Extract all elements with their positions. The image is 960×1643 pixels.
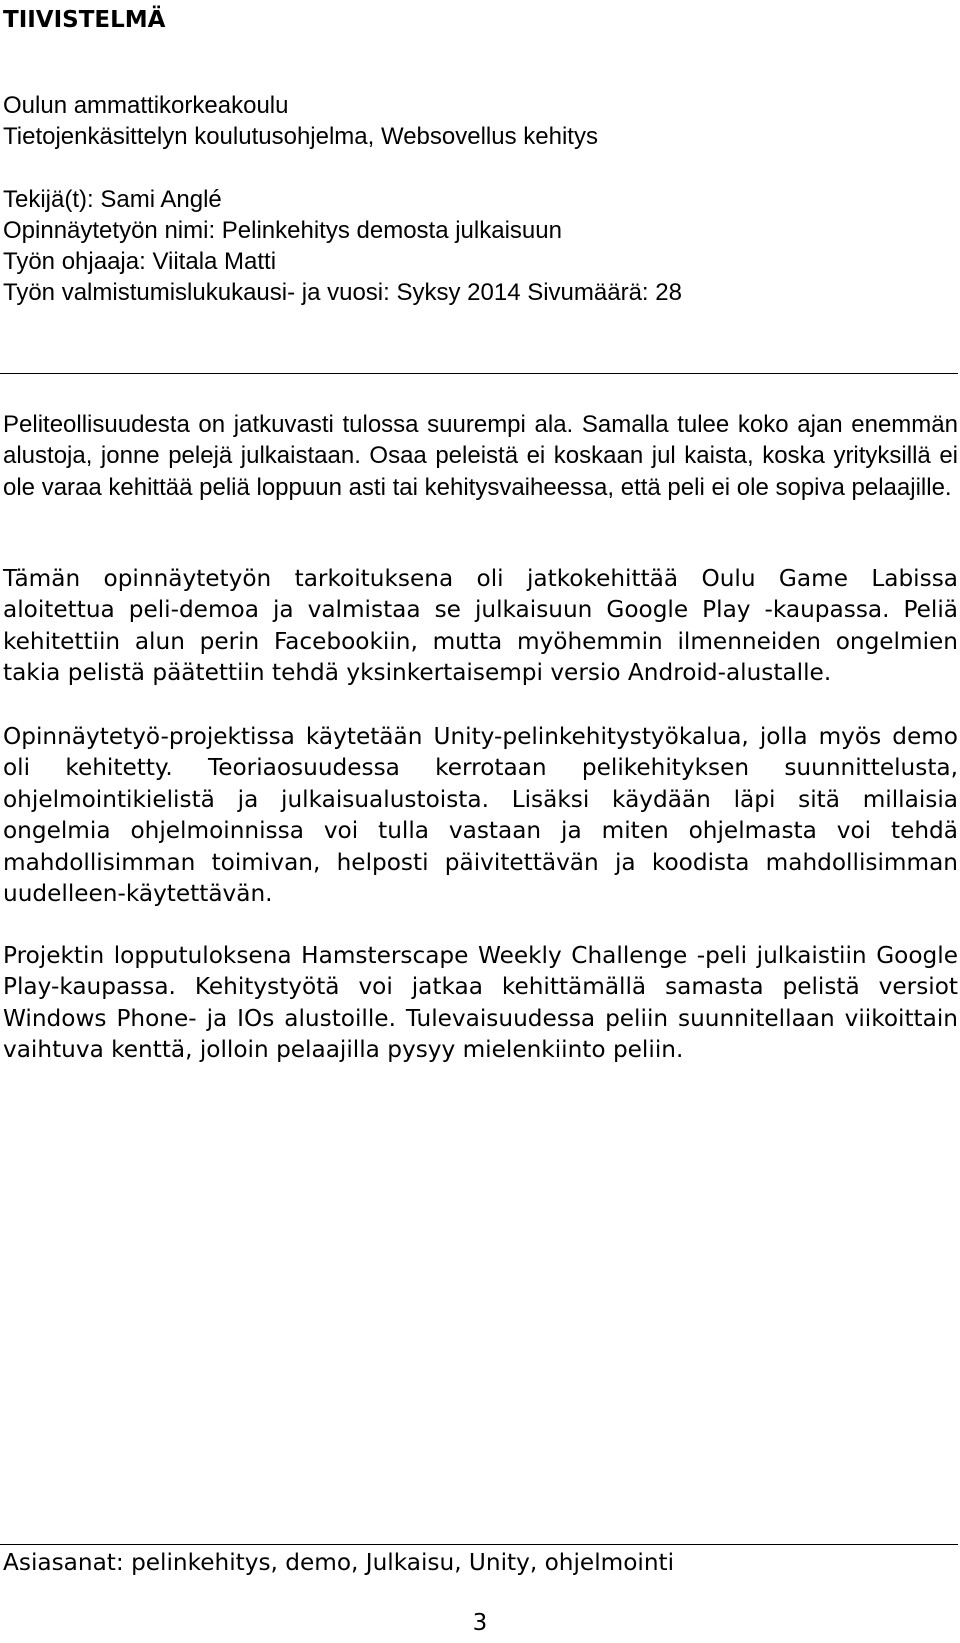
top-divider	[0, 373, 958, 374]
page-number: 3	[472, 1610, 488, 1636]
thesis-title-line: Opinnäytetyön nimi: Pelinkehitys demosta julkaisuun	[3, 217, 562, 244]
abstract-paragraph-4: Projektin lopputuloksena Hamsterscape Weekly Challenge -peli julkaistiin Google Play-kaupassa. Kehitystyötä voi jatkaa kehittämällä samasta pelistä versiot Windows Phone- ja IOs alustoille. Tulevaisuudessa peliin suunnitellaan viikoittain vaihtuva kenttä, jolloin pelaajilla pysyy mielenkiinto peliin.	[3, 942, 958, 1064]
abstract-paragraph-2: Tämän opinnäytetyön tarkoituksena oli jatkokehittää Oulu Game Labissa aloitettua peli-demoa ja valmistaa se julkaisuun Google Play -kaupassa. Peliä kehitettiin alun perin Facebookiin, mutta myöhemmin ilmenneiden ongelmien takia pelistä päätettiin tehdä yksinkertaisempi versio Android-alustalle.	[3, 565, 958, 687]
keywords-line: Asiasanat: pelinkehitys, demo, Julkaisu, Unity, ohjelmointi	[3, 1549, 675, 1576]
author-line: Tekijä(t): Sami Anglé	[3, 186, 222, 213]
abstract-paragraph-1: Peliteollisuudesta on jatkuvasti tulossa suurempi ala. Samalla tulee koko ajan enemmän alustoja, jonne pelejä julkaistaan. Osaa peleistä ei koskaan jul kaista, koska yrityksillä ei ole varaa kehittää peliä loppuun asti tai kehitysvaiheessa, että peli ei ole sopiva pelaajille.	[3, 411, 958, 501]
institution-block	[3, 90, 953, 152]
abstract-paragraph-3: Opinnäytetyö-projektissa käytetään Unity-pelinkehitystyökalua, jolla myös demo oli kehitetty. Teoriaosuudessa kerrotaan pelikehityksen suunnittelusta, ohjelmointikielistä ja julkaisualustoista. Lisäksi käydään läpi sitä millaisia ongelmia ohjelmoinnissa voi tulla vastaan ja miten ohjelmasta voi tehdä mahdollisimman toimivan, helposti päivitettävän ja koodista mahdollisimman uudelleen-käytettävän.	[3, 723, 958, 908]
thesis-info-block	[3, 184, 953, 308]
programme-name: Tietojenkäsittelyn koulutusohjelma, Websovellus kehitys	[3, 123, 598, 150]
school-name: Oulun ammattikorkeakoulu	[3, 92, 289, 119]
document-heading: TIIVISTELMÄ	[3, 7, 166, 33]
bottom-divider	[0, 1544, 958, 1545]
supervisor-line: Työn ohjaaja: Viitala Matti	[3, 248, 277, 275]
completion-line: Työn valmistumislukukausi- ja vuosi: Syksy 2014 Sivumäärä: 28	[3, 279, 682, 306]
